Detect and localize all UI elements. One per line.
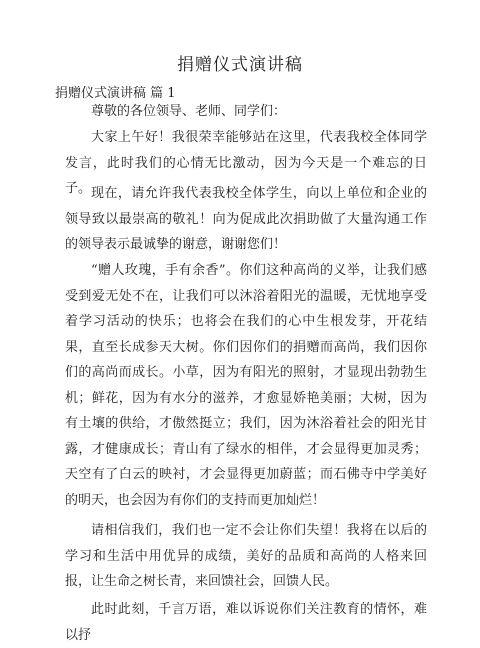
paragraph-greeting: 尊敬的各位领导、老师、同学们：	[91, 104, 287, 119]
document-title: 捐赠仪式演讲稿	[177, 55, 303, 75]
paragraph-closing: 此时此刻，千言万语，难以诉说你们关注教育的情怀，难以抒	[65, 602, 427, 643]
paragraph-promise: 请相信我们，我们也一定不会让你们失望！我将在以后的学习和生活中用优异的成绩，美好的品质和高尚的人格来回报，让生命之树长青，来回馈社会，回馈人民。	[65, 523, 427, 589]
document-subtitle: 捐赠仪式演讲稿 篇 1	[55, 86, 176, 101]
paragraph-thanks: 现在，请允许我代表我校全体学生，向以上单位和企业的领导致以最崇高的敬礼！向为促成此次捐助做了大量沟通工作的领导表示最诚挚的谢意，谢谢您们！	[65, 186, 427, 252]
paragraph-opening: 大家上午好！我很荣幸能够站在这里，代表我校全体同学发言，此时我们的心情无比激动，因为今天是一个难忘的日子。	[65, 130, 427, 196]
paragraph-rose-metaphor: “赠人玫瑰，手有余香”。你们这种高尚的义举，让我们感受到爱无处不在，让我们可以沐浴着阳光的温暖，无忧地享受着学习活动的快乐；也将会在我们的心中生根发芽，开花结果，直至长成参天大树。你们因你们的捐赠而高尚，我们因你们的高尚而成长。小草，因为有阳光的照射，才显现出勃勃生机；鲜花，因为有水分的滋养，才愈显娇艳美丽；大树，因为有土壤的供给，才傲然挺立；我们，因为沐浴着社会的阳光甘露，才健康成长；青山有了绿水的相伴，才会显得更加灵秀；天空有了白云的映衬，才会显得更加蔚蓝；而石佛寺中学美好的明天，也会因为有你们的支持而更加灿烂！	[65, 263, 427, 508]
